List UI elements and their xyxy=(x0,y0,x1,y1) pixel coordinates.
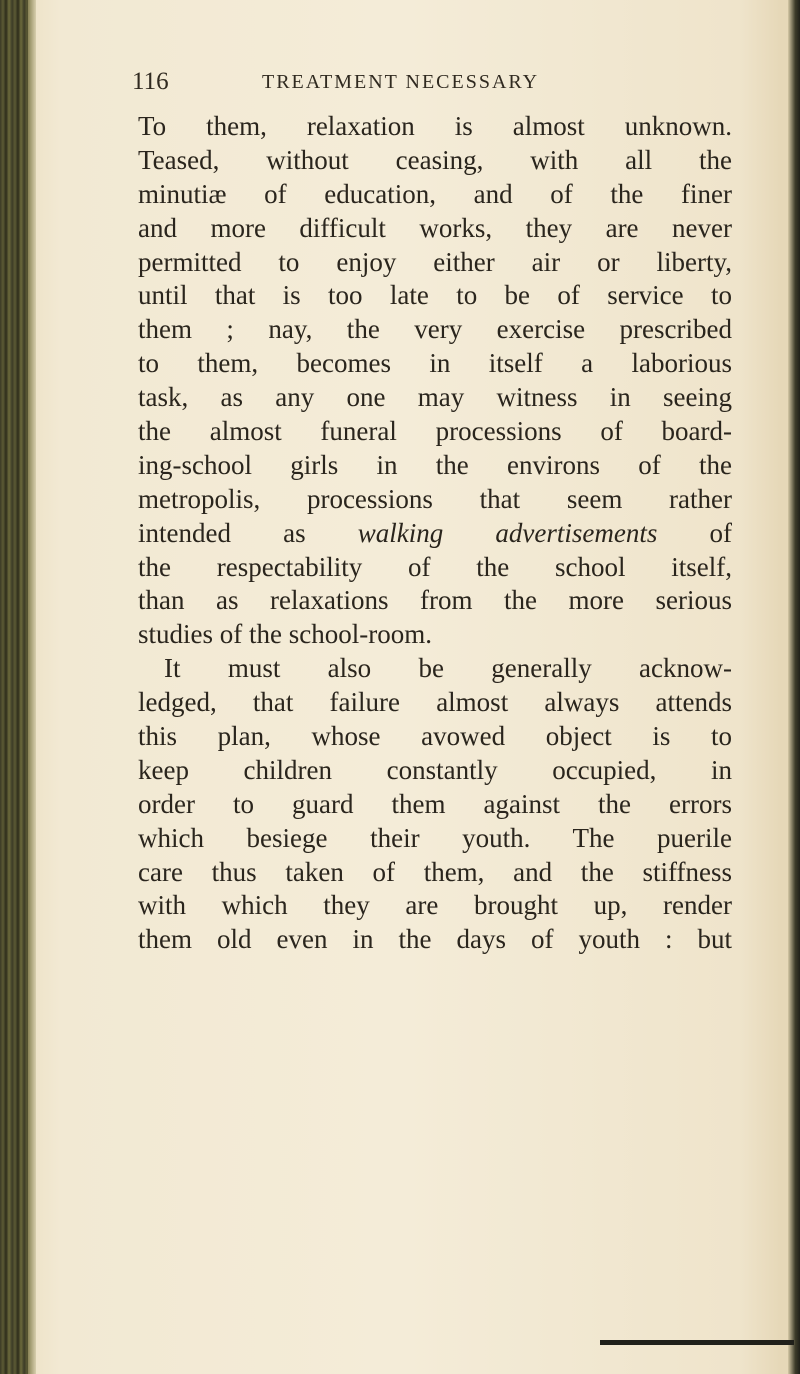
text-line: the respectability of the school itself, xyxy=(138,551,732,582)
text-line: keep children constantly occupied, in xyxy=(138,754,732,785)
paragraph-first-line: It must also be generally acknow- xyxy=(164,653,732,684)
page-number: 116 xyxy=(132,68,169,95)
book-binding xyxy=(0,0,28,1374)
binding-shadow xyxy=(28,0,36,1374)
text-line: task, as any one may witness in seeing xyxy=(138,382,732,413)
text-line: them ; nay, the very exercise prescribed xyxy=(138,314,732,345)
text-line: them old even in the days of youth : but xyxy=(138,924,732,955)
text-line: minutiæ of education, and of the finer xyxy=(138,178,732,209)
text-line: permitted to enjoy either air or liberty, xyxy=(138,246,732,277)
italic-phrase: walking advertisements xyxy=(357,517,658,548)
text-line: Teased, without ceasing, with all the xyxy=(138,144,732,175)
bottom-shadow-rule xyxy=(600,1340,794,1345)
text-line: ing-school girls in the environs of the xyxy=(138,449,732,480)
text-line: which besiege their youth. The puerile xyxy=(138,822,732,853)
paragraph-end-line: studies of the school-room. xyxy=(138,619,432,650)
text-span: of xyxy=(657,517,732,548)
text-line: to them, becomes in itself a laborious xyxy=(138,348,732,379)
page-header xyxy=(132,62,602,102)
text-span: intended as xyxy=(138,517,358,548)
text-line: than as relaxations from the more serious xyxy=(138,585,732,616)
running-head: TREATMENT NECESSARY xyxy=(262,71,540,93)
text-line: the almost funeral processions of board- xyxy=(138,416,732,447)
text-line: with which they are brought up, render xyxy=(138,890,732,921)
text-line: until that is too late to be of service to xyxy=(138,280,732,311)
text-line: and more difficult works, they are never xyxy=(138,212,732,243)
text-line: care thus taken of them, and the stiffness xyxy=(138,856,732,887)
body-text xyxy=(138,110,732,957)
text-line: ledged, that failure almost always attends xyxy=(138,687,732,718)
page-edge xyxy=(788,0,800,1374)
text-line: metropolis, processions that seem rather xyxy=(138,483,732,514)
text-line-with-italic xyxy=(138,517,732,551)
text-line: order to guard them against the errors xyxy=(138,788,732,819)
text-line: this plan, whose avowed object is to xyxy=(138,721,732,752)
text-line: To them, relaxation is almost unknown. xyxy=(138,111,732,141)
